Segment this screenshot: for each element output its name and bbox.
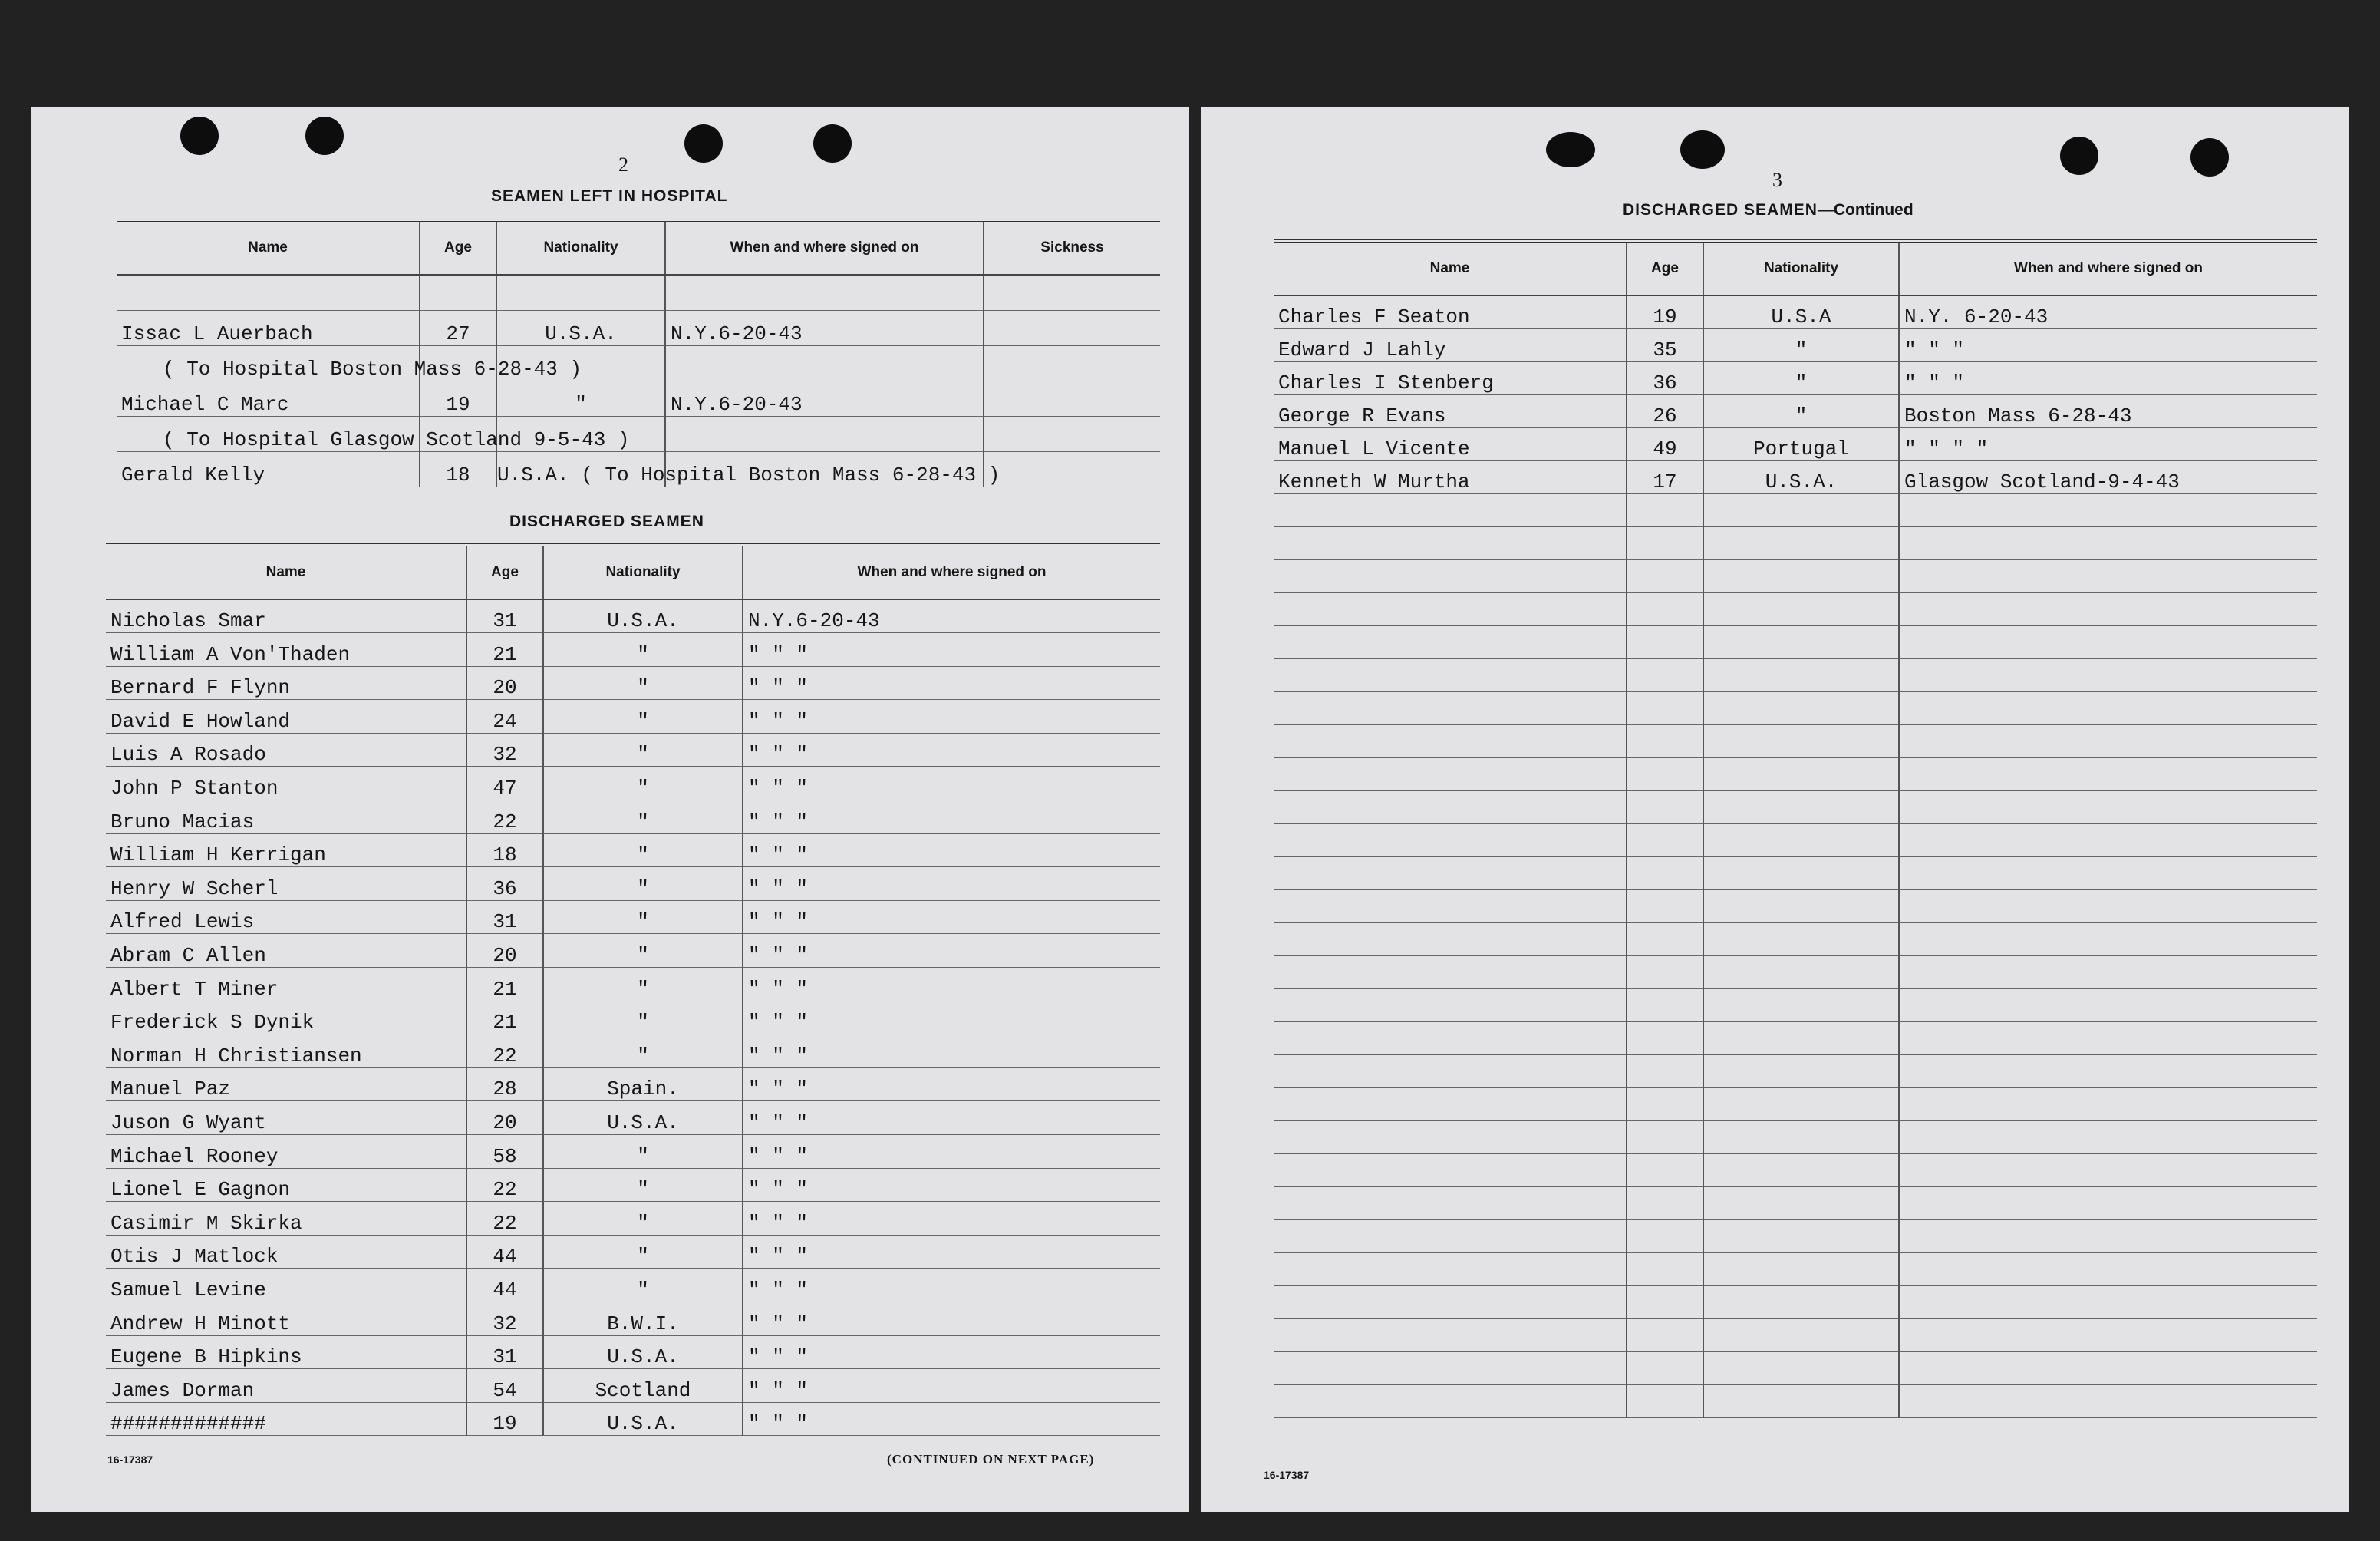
cell-name: Michael Rooney (106, 1135, 466, 1169)
cell-name: Edward J Lahly (1274, 328, 1627, 361)
cell-name: James Dorman (106, 1369, 466, 1403)
table-row (1274, 295, 2317, 328)
table-row (106, 833, 1160, 867)
cell-signed_on: " " " (743, 1235, 1160, 1269)
cell-nationality: " (543, 1269, 743, 1302)
punch-hole (2190, 138, 2229, 177)
hospital-section-title: SEAMEN LEFT IN HOSPITAL (491, 187, 728, 205)
column-header: Name (106, 545, 466, 599)
page-number: 2 (618, 153, 628, 176)
cell-signed_on: " " " (743, 1369, 1160, 1403)
cell-name: Alfred Lewis (106, 900, 466, 934)
column-header: Nationality (496, 220, 665, 275)
cell-nationality: " (496, 381, 665, 416)
cell-age: 20 (466, 1101, 543, 1135)
table-row (106, 767, 1160, 800)
cell-nationality: Spain. (543, 1067, 743, 1101)
cell-signed_on: " " " (1899, 328, 2317, 361)
cell-nationality: " (543, 1202, 743, 1236)
cell-signed_on: N.Y.6-20-43 (665, 310, 984, 345)
cell-signed_on: " " " (743, 1135, 1160, 1169)
cell-name: Bernard F Flynn (106, 666, 466, 700)
table-row (117, 345, 1160, 381)
cell-signed_on: " " " (743, 833, 1160, 867)
title-suffix: —Continued (1817, 201, 1914, 219)
discharged-continued-table (1274, 239, 2317, 1418)
blank-row (1274, 823, 2317, 856)
blank-row (1274, 1351, 2317, 1384)
cell-age: 36 (466, 867, 543, 901)
cell-age: 22 (466, 1034, 543, 1068)
blank-row (1274, 757, 2317, 790)
punch-hole (2060, 137, 2098, 175)
blank-row (1274, 1021, 2317, 1054)
blank-row (1274, 526, 2317, 559)
cell-age: 32 (466, 1302, 543, 1335)
cell-sickness (984, 345, 1160, 381)
table-row (106, 1001, 1160, 1034)
cell-age: 22 (466, 1202, 543, 1236)
cell-nationality: " (1703, 328, 1899, 361)
cell-age: 47 (466, 767, 543, 800)
cell-nationality: B.W.I. (543, 1302, 743, 1335)
cell-age: 27 (420, 310, 496, 345)
table-row (106, 900, 1160, 934)
cell-nationality: " (1703, 361, 1899, 394)
cell-name: Manuel Paz (106, 1067, 466, 1101)
blank-row (1274, 559, 2317, 592)
table-row (106, 599, 1160, 633)
column-header: Sickness (984, 220, 1160, 275)
cell-signed_on: " " " (743, 1335, 1160, 1369)
cell-name: Samuel Levine (106, 1269, 466, 1302)
discharged-continued-title (1623, 201, 1914, 219)
blank-row (1274, 1252, 2317, 1285)
punch-hole (180, 117, 219, 155)
cell-sickness (984, 381, 1160, 416)
cell-name: Eugene B Hipkins (106, 1335, 466, 1369)
punch-hole (1546, 132, 1595, 167)
cell-signed_on: Glasgow Scotland-9-4-43 (1899, 460, 2317, 493)
cell-age (420, 275, 496, 310)
cell-name: Manuel L Vicente (1274, 427, 1627, 460)
blank-row (1274, 790, 2317, 823)
column-header: Nationality (1703, 241, 1899, 295)
cell-nationality: U.S.A. (543, 1101, 743, 1135)
cell-signed_on: " " " (743, 900, 1160, 934)
blank-row (1274, 922, 2317, 955)
cell-signed_on (665, 416, 984, 451)
cell-nationality: " (543, 934, 743, 968)
cell-nationality: " (543, 1135, 743, 1169)
cell-signed_on: " " " (743, 1168, 1160, 1202)
column-header: When and where signed on (1899, 241, 2317, 295)
column-header: Age (1627, 241, 1703, 295)
cell-nationality: " (543, 968, 743, 1001)
page-number: 3 (1772, 169, 1782, 191)
cell-name: Abram C Allen (106, 934, 466, 968)
right-page (1201, 107, 2349, 1512)
table-row (106, 1168, 1160, 1202)
cell-name: George R Evans (1274, 394, 1627, 427)
cell-age: 24 (466, 700, 543, 734)
cell-sickness (984, 451, 1160, 487)
cell-age: 31 (466, 1335, 543, 1369)
cell-signed_on: N.Y.6-20-43 (743, 599, 1160, 633)
cell-nationality (496, 275, 665, 310)
cell-age: 22 (466, 1168, 543, 1202)
cell-age: 54 (466, 1369, 543, 1403)
cell-sickness (984, 416, 1160, 451)
cell-signed_on: " " " (743, 1034, 1160, 1068)
table-row (117, 310, 1160, 345)
cell-nationality: " (543, 800, 743, 834)
cell-name: Otis J Matlock (106, 1235, 466, 1269)
table-row (106, 1202, 1160, 1236)
cell-name: Henry W Scherl (106, 867, 466, 901)
cell-signed_on: " " " (743, 1067, 1160, 1101)
cell-name: Issac L Auerbach (117, 310, 420, 345)
continued-note: (CONTINUED ON NEXT PAGE) (887, 1452, 1095, 1467)
cell-age: 19 (420, 381, 496, 416)
blank-row (1274, 1153, 2317, 1186)
cell-age: 31 (466, 900, 543, 934)
column-header: Nationality (543, 545, 743, 599)
table-row (106, 1369, 1160, 1403)
cell-name: William A Von'Thaden (106, 633, 466, 667)
blank-row (1274, 955, 2317, 988)
cell-name: Juson G Wyant (106, 1101, 466, 1135)
cell-age: 28 (466, 1067, 543, 1101)
blank-row (1274, 1120, 2317, 1153)
blank-row (1274, 1054, 2317, 1087)
cell-nationality: " (543, 833, 743, 867)
cell-signed_on: " " " (743, 1001, 1160, 1034)
cell-signed_on: " " " (743, 1101, 1160, 1135)
cell-signed_on: " " " " (1899, 427, 2317, 460)
cell-nationality: Portugal (1703, 427, 1899, 460)
table-row (106, 666, 1160, 700)
blank-row (1274, 658, 2317, 691)
cell-age: 20 (466, 934, 543, 968)
cell-name: Kenneth W Murtha (1274, 460, 1627, 493)
discharged-section-title: DISCHARGED SEAMEN (509, 513, 704, 530)
cell-name: ( To Hospital Boston Mass 6-28-43 ) (117, 345, 420, 381)
cell-signed_on: " " " (743, 666, 1160, 700)
cell-age: 32 (466, 733, 543, 767)
cell-nationality: " (543, 900, 743, 934)
cell-name: William H Kerrigan (106, 833, 466, 867)
blank-row (1274, 1318, 2317, 1351)
cell-name: Nicholas Smar (106, 599, 466, 633)
table-row (106, 1335, 1160, 1369)
cell-nationality: " (543, 733, 743, 767)
cell-signed_on (665, 275, 984, 310)
cell-sickness (984, 310, 1160, 345)
cell-sickness (984, 275, 1160, 310)
column-header: Age (420, 220, 496, 275)
cell-name: Gerald Kelly (117, 451, 420, 487)
cell-age: 18 (420, 451, 496, 487)
punch-hole (813, 124, 852, 163)
table-row (106, 1302, 1160, 1335)
table-row (106, 1101, 1160, 1135)
cell-nationality: U.S.A. (543, 1402, 743, 1436)
column-header: Age (466, 545, 543, 599)
cell-name: Lionel E Gagnon (106, 1168, 466, 1202)
cell-age: 21 (466, 1001, 543, 1034)
cell-age: 22 (466, 800, 543, 834)
cell-name: John P Stanton (106, 767, 466, 800)
table-row (106, 1269, 1160, 1302)
cell-age: 21 (466, 968, 543, 1001)
cell-name: Albert T Miner (106, 968, 466, 1001)
cell-age: 31 (466, 599, 543, 633)
table-row (1274, 361, 2317, 394)
blank-row (1274, 1285, 2317, 1318)
blank-row (1274, 724, 2317, 757)
cell-name: Luis A Rosado (106, 733, 466, 767)
cell-name (117, 275, 420, 310)
blank-row (1274, 592, 2317, 625)
cell-nationality: " (543, 867, 743, 901)
cell-signed_on: " " " (743, 867, 1160, 901)
table-row (106, 1034, 1160, 1068)
table-row (106, 800, 1160, 834)
cell-name: David E Howland (106, 700, 466, 734)
cell-name: ( To Hospital Glasgow Scotland 9-5-43 ) (117, 416, 420, 451)
table-row (106, 733, 1160, 767)
discharged-table (106, 543, 1160, 1436)
cell-signed_on: Boston Mass 6-28-43 (1899, 394, 2317, 427)
table-row (106, 867, 1160, 901)
cell-age: 19 (1627, 295, 1703, 328)
column-header: When and where signed on (665, 220, 984, 275)
table-row (106, 633, 1160, 667)
cell-nationality: Scotland (543, 1369, 743, 1403)
cell-signed_on: " " " (743, 800, 1160, 834)
cell-age: 44 (466, 1235, 543, 1269)
table-row (106, 1135, 1160, 1169)
cell-age: 58 (466, 1135, 543, 1169)
blank-row (1274, 1384, 2317, 1417)
cell-age: 26 (1627, 394, 1703, 427)
cell-signed_on: " " " (743, 1302, 1160, 1335)
blank-row (1274, 988, 2317, 1021)
cell-signed_on: " " " (743, 733, 1160, 767)
cell-signed_on: " " " (743, 700, 1160, 734)
table-row (117, 381, 1160, 416)
column-header: When and where signed on (743, 545, 1160, 599)
table-row (106, 1402, 1160, 1436)
punch-hole (1680, 130, 1725, 169)
blank-row (1274, 691, 2317, 724)
cell-signed_on: " " " (743, 633, 1160, 667)
cell-nationality: " (543, 767, 743, 800)
form-number: 16-17387 (1264, 1469, 1310, 1481)
title-main: DISCHARGED SEAMEN (1623, 201, 1818, 219)
blank-row (1274, 856, 2317, 889)
punch-hole (684, 124, 723, 163)
cell-nationality: U.S.A. ( To Hospital Boston Mass 6-28-43 ) (496, 451, 665, 487)
cell-age: 19 (466, 1402, 543, 1436)
form-number: 16-17387 (107, 1454, 153, 1466)
cell-name: Charles I Stenberg (1274, 361, 1627, 394)
blank-row (1274, 625, 2317, 658)
column-header: Name (1274, 241, 1627, 295)
blank-row (1274, 493, 2317, 526)
table-row (106, 934, 1160, 968)
cell-name: Casimir M Skirka (106, 1202, 466, 1236)
cell-signed_on: N.Y. 6-20-43 (1899, 295, 2317, 328)
cell-name: Charles F Seaton (1274, 295, 1627, 328)
cell-age: 21 (466, 633, 543, 667)
table-row (106, 700, 1160, 734)
cell-signed_on: " " " (743, 1269, 1160, 1302)
cell-signed_on: " " " (743, 934, 1160, 968)
table-row (117, 275, 1160, 310)
column-header: Name (117, 220, 420, 275)
cell-name: Michael C Marc (117, 381, 420, 416)
cell-nationality: U.S.A (1703, 295, 1899, 328)
cell-nationality: U.S.A. (1703, 460, 1899, 493)
cell-name: Frederick S Dynik (106, 1001, 466, 1034)
cell-age: 44 (466, 1269, 543, 1302)
hospital-table (117, 219, 1160, 487)
cell-nationality: " (543, 1235, 743, 1269)
blank-row (1274, 1087, 2317, 1120)
table-row (1274, 328, 2317, 361)
cell-signed_on: " " " (743, 767, 1160, 800)
cell-nationality: " (543, 666, 743, 700)
cell-signed_on: " " " (743, 968, 1160, 1001)
cell-signed_on: " " " (1899, 361, 2317, 394)
table-row (106, 1067, 1160, 1101)
table-row (1274, 460, 2317, 493)
cell-age: 49 (1627, 427, 1703, 460)
cell-age: 35 (1627, 328, 1703, 361)
cell-signed_on: N.Y.6-20-43 (665, 381, 984, 416)
cell-age: 20 (466, 666, 543, 700)
table-row (117, 451, 1160, 487)
blank-row (1274, 1219, 2317, 1252)
cell-nationality: U.S.A. (496, 310, 665, 345)
blank-row (1274, 889, 2317, 922)
cell-age: 36 (1627, 361, 1703, 394)
cell-signed_on: " " " (743, 1402, 1160, 1436)
left-page (31, 107, 1189, 1512)
table-row (117, 416, 1160, 451)
cell-signed_on: " " " (743, 1202, 1160, 1236)
cell-name: Bruno Macias (106, 800, 466, 834)
table-row (106, 968, 1160, 1001)
table-row (1274, 394, 2317, 427)
cell-nationality: U.S.A. (543, 599, 743, 633)
cell-age: 17 (1627, 460, 1703, 493)
table-row (1274, 427, 2317, 460)
cell-nationality: " (543, 633, 743, 667)
cell-nationality: U.S.A. (543, 1335, 743, 1369)
blank-row (1274, 1186, 2317, 1219)
cell-nationality: " (543, 1001, 743, 1034)
cell-nationality: " (543, 1168, 743, 1202)
cell-nationality: " (543, 700, 743, 734)
cell-name: Andrew H Minott (106, 1302, 466, 1335)
cell-nationality: " (1703, 394, 1899, 427)
cell-age: 18 (466, 833, 543, 867)
punch-hole (305, 117, 344, 155)
cell-signed_on (665, 345, 984, 381)
cell-name: ############# (106, 1402, 466, 1436)
table-row (106, 1235, 1160, 1269)
cell-name: Norman H Christiansen (106, 1034, 466, 1068)
cell-nationality: " (543, 1034, 743, 1068)
